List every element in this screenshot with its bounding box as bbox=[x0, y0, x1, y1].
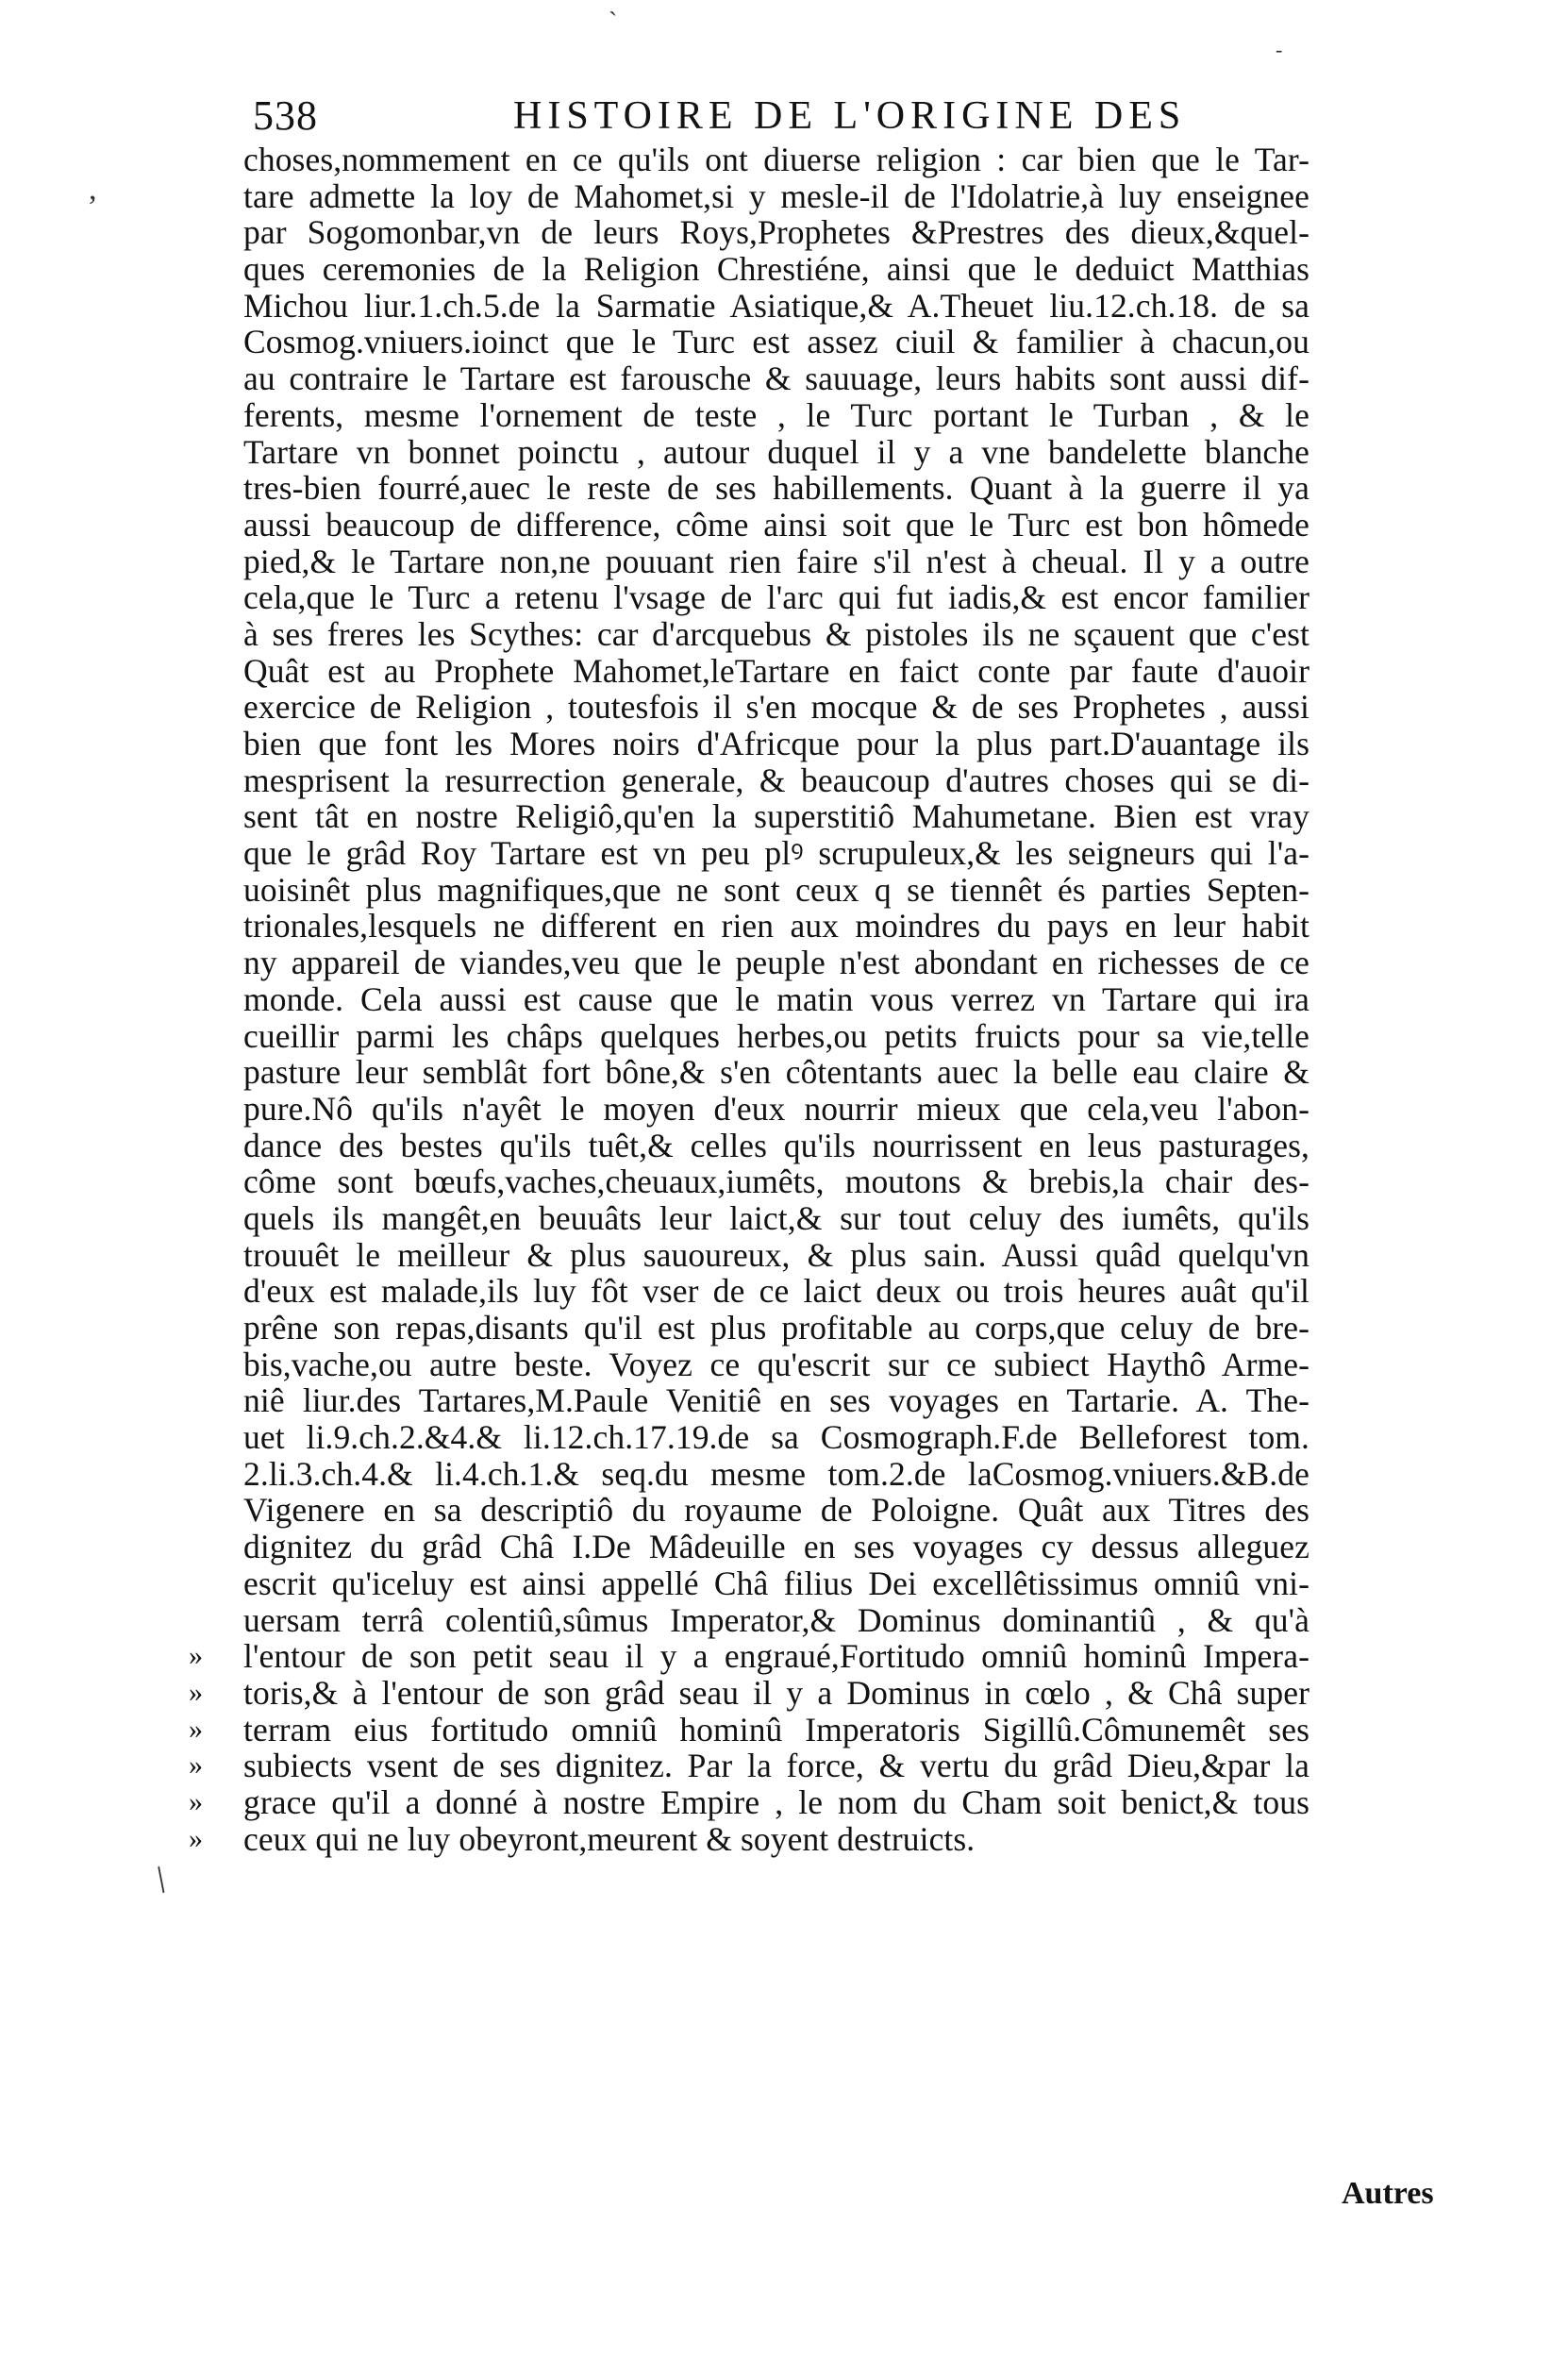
text-line: grace qu'il a donné à nostre Empire , le nom du Cham soit benict,& tous » bbox=[189, 1782, 1309, 1821]
text-line: ferents, mesme l'ornement de teste , le Turc portant le Turban , & le bbox=[243, 395, 1309, 434]
text-line: au contraire le Tartare est farousche & sauuage, leurs habits sont aussi dif- bbox=[243, 360, 1309, 398]
page-header bbox=[253, 83, 1291, 149]
quote-mark: » bbox=[189, 1749, 204, 1782]
text-line: Tartare vn bonnet poinctu , autour duquel il y a vne bandelette blanche bbox=[243, 432, 1309, 471]
margin-mark: / bbox=[145, 1858, 176, 1900]
text-line: uet li.9.ch.2.&4.& li.12.ch.17.19.de sa Cosmograph.F.de Belleforest tom. bbox=[243, 1418, 1309, 1457]
quote-mark: » bbox=[189, 1785, 204, 1817]
text-line: ny appareil de viandes,veu que le peuple n'est abondant en richesses de ce bbox=[243, 944, 1309, 982]
quote-mark: » bbox=[189, 1640, 204, 1672]
text-line: choses,nommement en ce qu'ils ont diuerse religion : car bien que le Tar- bbox=[243, 141, 1309, 178]
margin-mark: - bbox=[1276, 38, 1283, 61]
text-line: mesprisent la resurrection generale, & beaucoup d'autres choses qui se di- bbox=[243, 761, 1309, 799]
text-line: prêne son repas,disants qu'il est plus profitable au corps,que celuy de bre- bbox=[243, 1309, 1309, 1347]
text-line: cela,que le Turc a retenu l'vsage de l'arc qui fut iadis,& est encor familier bbox=[243, 578, 1309, 617]
catchword: Autres bbox=[1342, 2176, 1434, 2211]
text-line: sent tât en nostre Religiô,qu'en la superstitiô Mahumetane. Bien est vray bbox=[243, 797, 1309, 836]
text-line: trionales,lesquels ne different en rien aux moindres du pays en leur habit bbox=[243, 907, 1309, 945]
running-title: HISTOIRE DE L'ORIGINE DES bbox=[513, 94, 1187, 138]
text-line: pied,& le Tartare non,ne pouuant rien faire s'il n'est à cheual. Il y a outre bbox=[243, 542, 1309, 580]
text-line: pure.Nô qu'ils n'ayêt le moyen d'eux nourrir mieux que cela,veu l'abon- bbox=[243, 1089, 1309, 1128]
text-line: toris,& à l'entour de son grâd seau il y a Dominus in cœlo , & Châ super » bbox=[189, 1673, 1309, 1712]
margin-mark: , bbox=[89, 172, 97, 207]
text-line: dance des bestes qu'ils tuêt,& celles qu'ils nourrissent en leus pasturages, bbox=[243, 1126, 1309, 1164]
body-text bbox=[189, 141, 1309, 1858]
text-line: quels ils mangêt,en beuuâts leur laict,& sur tout celuy des iumêts, qu'ils bbox=[243, 1198, 1309, 1237]
text-line: subiects vsent de ses dignitez. Par la force, & vertu du grâd Dieu,&par la » bbox=[189, 1747, 1309, 1785]
text-line: dignitez du grâd Châ I.De Mâdeuille en ses voyages cy dessus alleguez bbox=[243, 1528, 1309, 1566]
text-line: tres-bien fourré,auec le reste de ses habillements. Quant à la guerre il ya bbox=[243, 469, 1309, 508]
text-line: ques ceremonies de la Religion Chrestiéne, ainsi que le deduict Matthias bbox=[243, 250, 1309, 289]
text-line: par Sogomonbar,vn de leurs Roys,Prophetes &Prestres des dieux,&quel- bbox=[243, 213, 1309, 252]
text-line: trouuêt le meilleur & plus sauoureux, & plus sain. Aussi quâd quelqu'vn bbox=[243, 1235, 1309, 1274]
quote-mark: » bbox=[189, 1676, 204, 1708]
text-line: aussi beaucoup de difference, côme ainsi soit que le Turc est bon hômede bbox=[243, 505, 1309, 544]
text-line: bien que font les Mores noirs d'Africque pour la plus part.D'auantage ils bbox=[243, 725, 1309, 762]
text-line: niê liur.des Tartares,M.Paule Venitiê en ses voyages en Tartarie. A. The- bbox=[243, 1381, 1309, 1420]
text-line: pasture leur semblât fort bône,& s'en côtentants auec la belle eau claire & bbox=[243, 1053, 1309, 1092]
text-line: tare admette la loy de Mahomet,si y mesle-il de l'Idolatrie,à luy enseignee bbox=[243, 176, 1309, 215]
text-line: cueillir parmi les châps quelques herbes,ou petits fruicts pour sa vie,telle bbox=[243, 1016, 1309, 1055]
text-line: ceux qui ne luy obeyront,meurent & soyent destruicts. » bbox=[189, 1819, 976, 1858]
quote-mark: » bbox=[189, 1822, 204, 1854]
text-line: Vigenere en sa descriptiô du royaume de Poloigne. Quât aux Titres des bbox=[243, 1491, 1309, 1530]
quote-mark: » bbox=[189, 1713, 204, 1745]
text-line: d'eux est malade,ils luy fôt vser de ce laict deux ou trois heures auât qu'il bbox=[243, 1272, 1309, 1311]
text-line: Cosmog.vniuers.ioinct que le Turc est assez ciuil & familier à chacun,ou bbox=[243, 323, 1309, 361]
text-line: escrit qu'iceluy est ainsi appellé Châ filius Dei excellêtissimus omniû vni- bbox=[243, 1564, 1309, 1602]
page-number: 538 bbox=[253, 92, 318, 139]
text-line: que le grâd Roy Tartare est vn peu plꝰ scrupuleux,& les seigneurs qui l'a- bbox=[243, 834, 1309, 873]
margin-mark: ` bbox=[609, 8, 618, 37]
text-line: bis,vache,ou autre beste. Voyez ce qu'escrit sur ce subiect Haythô Arme- bbox=[243, 1345, 1309, 1383]
text-line: terram eius fortitudo omniû hominû Imperatoris Sigillû.Cômunemêt ses » bbox=[189, 1710, 1309, 1748]
text-line: à ses freres les Scythes: car d'arcquebus & pistoles ils ne sçauent que c'est bbox=[243, 614, 1309, 653]
text-line: Michou liur.1.ch.5.de la Sarmatie Asiatique,& A.Theuet liu.12.ch.18. de sa bbox=[243, 286, 1309, 325]
text-line: uoisinêt plus magnifiques,que ne sont ceux q se tiennêt és parties Septen- bbox=[243, 870, 1309, 909]
text-line: uersam terrâ colentiû,sûmus Imperator,& Dominus dominantiû , & qu'à bbox=[243, 1600, 1309, 1639]
text-line: monde. Cela aussi est cause que le matin vous verrez vn Tartare qui ira bbox=[243, 979, 1309, 1018]
text-line: 2.li.3.ch.4.& li.4.ch.1.& seq.du mesme tom.2.de laCosmog.vniuers.&B.de bbox=[243, 1454, 1309, 1493]
text-line: l'entour de son petit seau il y a engraué,Fortitudo omniû hominû Impera- » bbox=[189, 1637, 1309, 1676]
text-line: côme sont bœufs,vaches,cheuaux,iumêts, moutons & brebis,la chair des- bbox=[243, 1163, 1309, 1201]
text-line: exercice de Religion , toutesfois il s'en mocque & de ses Prophetes , aussi bbox=[243, 688, 1309, 727]
text-line: Quât est au Prophete Mahomet,leTartare en faict conte par faute d'auoir bbox=[243, 651, 1309, 690]
